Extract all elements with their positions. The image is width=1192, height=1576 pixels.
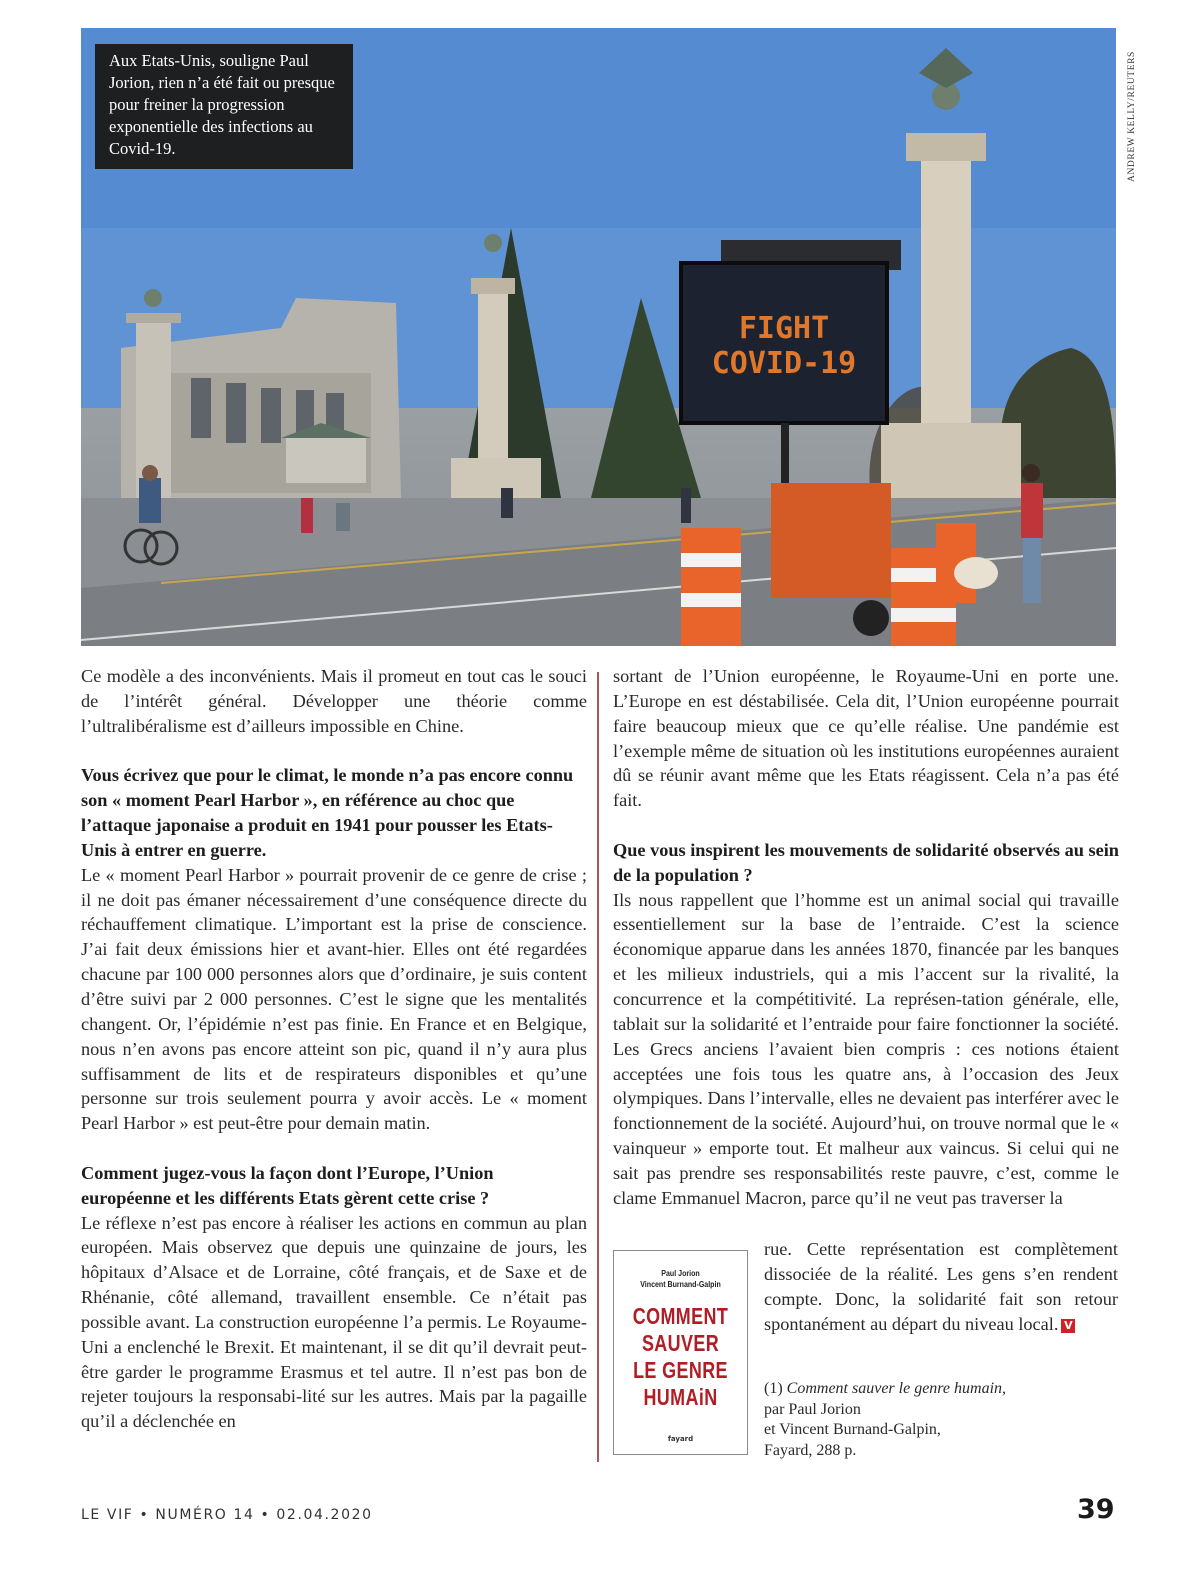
photo-caption: Aux Etats-Unis, souligne Paul Jorion, rien n’a été fait ou presque pour freiner la progression exponentielle des infections au Covid-19.: [95, 44, 353, 169]
article-photo: [81, 28, 1116, 646]
sign-text-line-2: COVID-19: [711, 346, 857, 381]
paragraph-end: rue. Cette représentation est complètement dissociée de la réalité. Les gens s’en rendent compte. Donc, la solidarité fait son retour spontanément au départ du niveau local.: [764, 1239, 1118, 1334]
book-footnote: (1) Comment sauver le genre humain, par Paul Jorion et Vincent Burnand-Galpin, Fayard, 288 p.: [764, 1379, 1104, 1461]
sign-text-line-1: FIGHT: [738, 311, 830, 346]
photo-credit-text: ANDREW KELLY/REUTERS: [1127, 51, 1137, 182]
book-publisher: fayard: [667, 1435, 694, 1443]
book-title: [629, 1303, 733, 1411]
article-ending: [764, 1237, 1118, 1336]
photo-credit: [1117, 28, 1139, 188]
paragraph: Ce modèle a des inconvénients. Mais il promeut en tout cas le souci de l’intérêt général. Développer une théorie comme l’ultralibéralisme est d’ailleurs impossible en Chine.: [81, 666, 587, 736]
book-title-line: COMMENT: [632, 1303, 729, 1329]
book-title-line: SAUVER: [641, 1330, 720, 1356]
book-cover: [613, 1250, 748, 1455]
page-number: 39: [1077, 1494, 1115, 1525]
book-title-line: HUMAiN: [643, 1384, 718, 1410]
paragraph: Le réflexe n’est pas encore à réaliser les actions en commun au plan européen. Mais observez que depuis une quinzaine de jours, les hôpitaux d’Alsace et de Lorraine, côté français, et de Saxe et de Rhénanie, côté allemand, travaillent ensemble. Ce n’était pas possible avant. La construction européenne l’a permis. Le Royaume-Uni a enclenché le Brexit. Et maintenant, il se dit qu’il devrait peut-être garder le programme Erasmus et tel autre. Il n’est pas bon de rejeter toujours la responsabi-lité sur les autres. Mais par la pagaille qu’il a déclenchée en: [81, 1212, 587, 1432]
paragraph: Le « moment Pearl Harbor » pourrait provenir de ce genre de crise ; il ne doit pas émaner nécessairement d’une conséquence directe du réchauffement climatique. L’important est la prise de conscience. J’ai fait deux émissions hier et avant-hier. Elles ont été regardées chacune par 100 000 personnes alors que d’ordinaire, je suis content d’être suivi par 2 000 personnes. C’est le signe que les mentalités changent. Or, l’épidémie n’est pas finie. En France et en Belgique, nous n’en avons pas encore atteint son pic, quand il n’y aura plus suffisamment de lits et de respirateurs disponibles et qu’une personne sur trois seulement pourra y avoir accès. Le « moment Pearl Harbor » est peut-être pour demain matin.: [81, 864, 587, 1134]
book-author-1: Paul Jorion: [661, 1268, 700, 1278]
publication-footer: LE VIF • NUMÉRO 14 • 02.04.2020: [81, 1507, 373, 1523]
column-divider: [597, 672, 599, 1462]
book-author-2: Vincent Burnand-Galpin: [640, 1279, 721, 1289]
interview-question: Que vous inspirent les mouvements de solidarité observés au sein de la population ?: [613, 839, 1119, 885]
footnote-title: Comment sauver le genre humain: [786, 1380, 1003, 1397]
footnote-line: Fayard, 288 p.: [764, 1441, 857, 1459]
end-mark-icon: V: [1061, 1319, 1075, 1333]
article-column-2: [613, 664, 1119, 1211]
paragraph: sortant de l’Union européenne, le Royaume-Uni en porte une. L’Europe en est déstabilisée. Cela dit, l’Union européenne pourrait faire beaucoup mieux que ce qu’elle réalise. Une pandémie est l’exemple même de situation où les institutions européennes auraient dû se réunir avant même que les Etats réagissent. Cela n’a pas été fait.: [613, 666, 1119, 811]
footnote-number: (1): [764, 1380, 783, 1397]
paragraph: Ils nous rappellent que l’homme est un animal social qui travaille essentiellement sur la base de l’entraide. C’est la science économique apparue dans les années 1870, financée par les banques et les milieux industriels, qui a mis l’accent sur la rivalité, la concurrence et la compétitivité. La représen-tation générale, elle, tablait sur la solidarité et l’entraide pour faire fonctionner la société. Les Grecs anciens l’avaient bien compris : ces notions étaient acceptées une fois tous les quatre ans, à l’occasion des Jeux olympiques. Dans l’intervalle, elles ne devaient pas interférer avec le fonctionnement de la société. Aujourd’hui, on trouve normal que le « vainqueur » emporte tout. Et malheur aux vaincus. Si celui qui ne sait pas prendre ses responsabilités reste pauvre, c’est, comme le clame Emmanuel Macron, parce qu’il ne veut pas traverser la: [613, 889, 1119, 1208]
book-title-line: LE GENRE: [633, 1357, 728, 1383]
footnote-line: par Paul Jorion: [764, 1400, 861, 1418]
interview-question: Comment jugez-vous la façon dont l’Europe, l’Union européenne et les différents Etats gèrent cette crise ?: [81, 1162, 494, 1208]
book-authors: [626, 1268, 735, 1290]
footnote-line: et Vincent Burnand-Galpin,: [764, 1421, 941, 1438]
interview-question: Vous écrivez que pour le climat, le monde n’a pas encore connu son « moment Pearl Harbor », en référence au choc que l’attaque japonaise a produit en 1941 pour pousser les Etats-Unis à entrer en guerre.: [81, 765, 574, 860]
article-column-1: [81, 664, 587, 1434]
